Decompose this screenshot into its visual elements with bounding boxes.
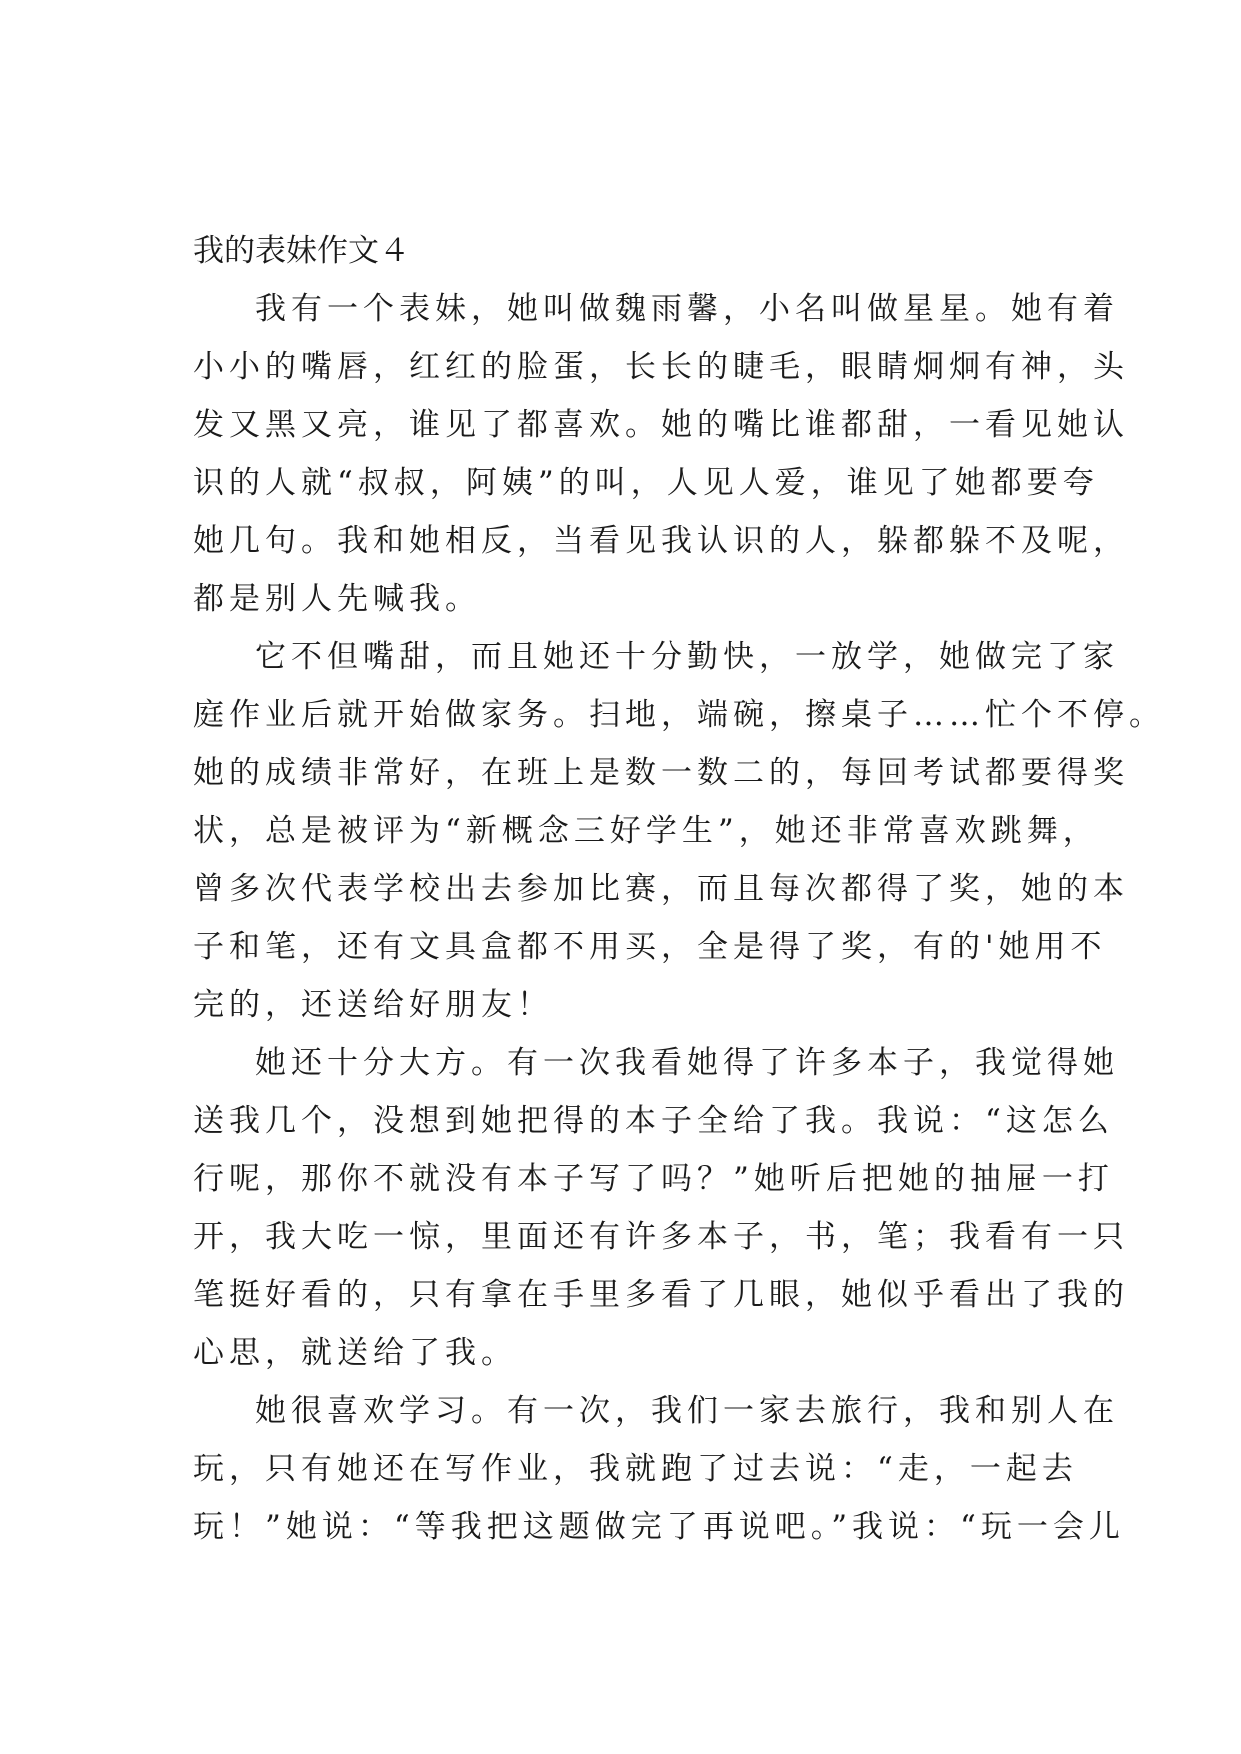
text-line: 笔挺好看的，只有拿在手里多看了几眼，她似乎看出了我的 — [193, 1277, 1129, 1313]
text-line: 识的人就“叔叔，阿姨”的叫，人见人爱，谁见了她都要夸 — [193, 465, 1099, 501]
text-line: 送我几个，没想到她把得的本子全给了我。我说：“这怎么 — [193, 1103, 1114, 1139]
paragraph-1 — [193, 280, 1129, 628]
text-line: 子和笔，还有文具盒都不用买，全是得了奖，有的'她用不 — [193, 929, 1107, 965]
document-title: 我的表妹作文４ — [193, 233, 410, 269]
text-line: 她的成绩非常好，在班上是数一数二的，每回考试都要得奖 — [193, 755, 1129, 791]
text-line: 她很喜欢学习。有一次，我们一家去旅行，我和别人在 — [255, 1393, 1119, 1429]
text-line: 行呢，那你不就没有本子写了吗？”她听后把她的抽屉一打 — [193, 1161, 1114, 1197]
text-line: 我有一个表妹，她叫做魏雨馨，小名叫做星星。她有着 — [255, 291, 1119, 327]
paragraph-2 — [193, 628, 1165, 1034]
text-line: 心思，就送给了我。 — [193, 1335, 517, 1371]
text-line: 她几句。我和她相反，当看见我认识的人，躲都躲不及呢， — [193, 523, 1129, 559]
text-line: 庭作业后就开始做家务。扫地，端碗，擦桌子……忙个不停。 — [193, 697, 1165, 733]
text-line: 开，我大吃一惊，里面还有许多本子，书，笔；我看有一只 — [193, 1219, 1129, 1255]
text-line: 玩，只有她还在写作业，我就跑了过去说：“走，一起去 — [193, 1451, 1078, 1487]
text-line: 曾多次代表学校出去参加比赛，而且每次都得了奖，她的本 — [193, 871, 1129, 907]
text-line: 小小的嘴唇，红红的脸蛋，长长的睫毛，眼睛炯炯有神，头 — [193, 349, 1129, 385]
paragraph-4 — [193, 1382, 1125, 1556]
document-body — [193, 222, 1165, 1556]
text-line: 都是别人先喊我。 — [193, 581, 481, 617]
text-line: 玩！”她说：“等我把这题做完了再说吧。”我说：“玩一会儿 — [193, 1509, 1125, 1545]
text-line: 发又黑又亮，谁见了都喜欢。她的嘴比谁都甜，一看见她认 — [193, 407, 1129, 443]
text-line: 她还十分大方。有一次我看她得了许多本子，我觉得她 — [255, 1045, 1119, 1081]
text-line: 它不但嘴甜，而且她还十分勤快，一放学，她做完了家 — [255, 639, 1119, 675]
text-line: 完的，还送给好朋友！ — [193, 987, 553, 1023]
text-line: 状，总是被评为“新概念三好学生”，她还非常喜欢跳舞， — [193, 813, 1099, 849]
paragraph-3 — [193, 1034, 1129, 1382]
